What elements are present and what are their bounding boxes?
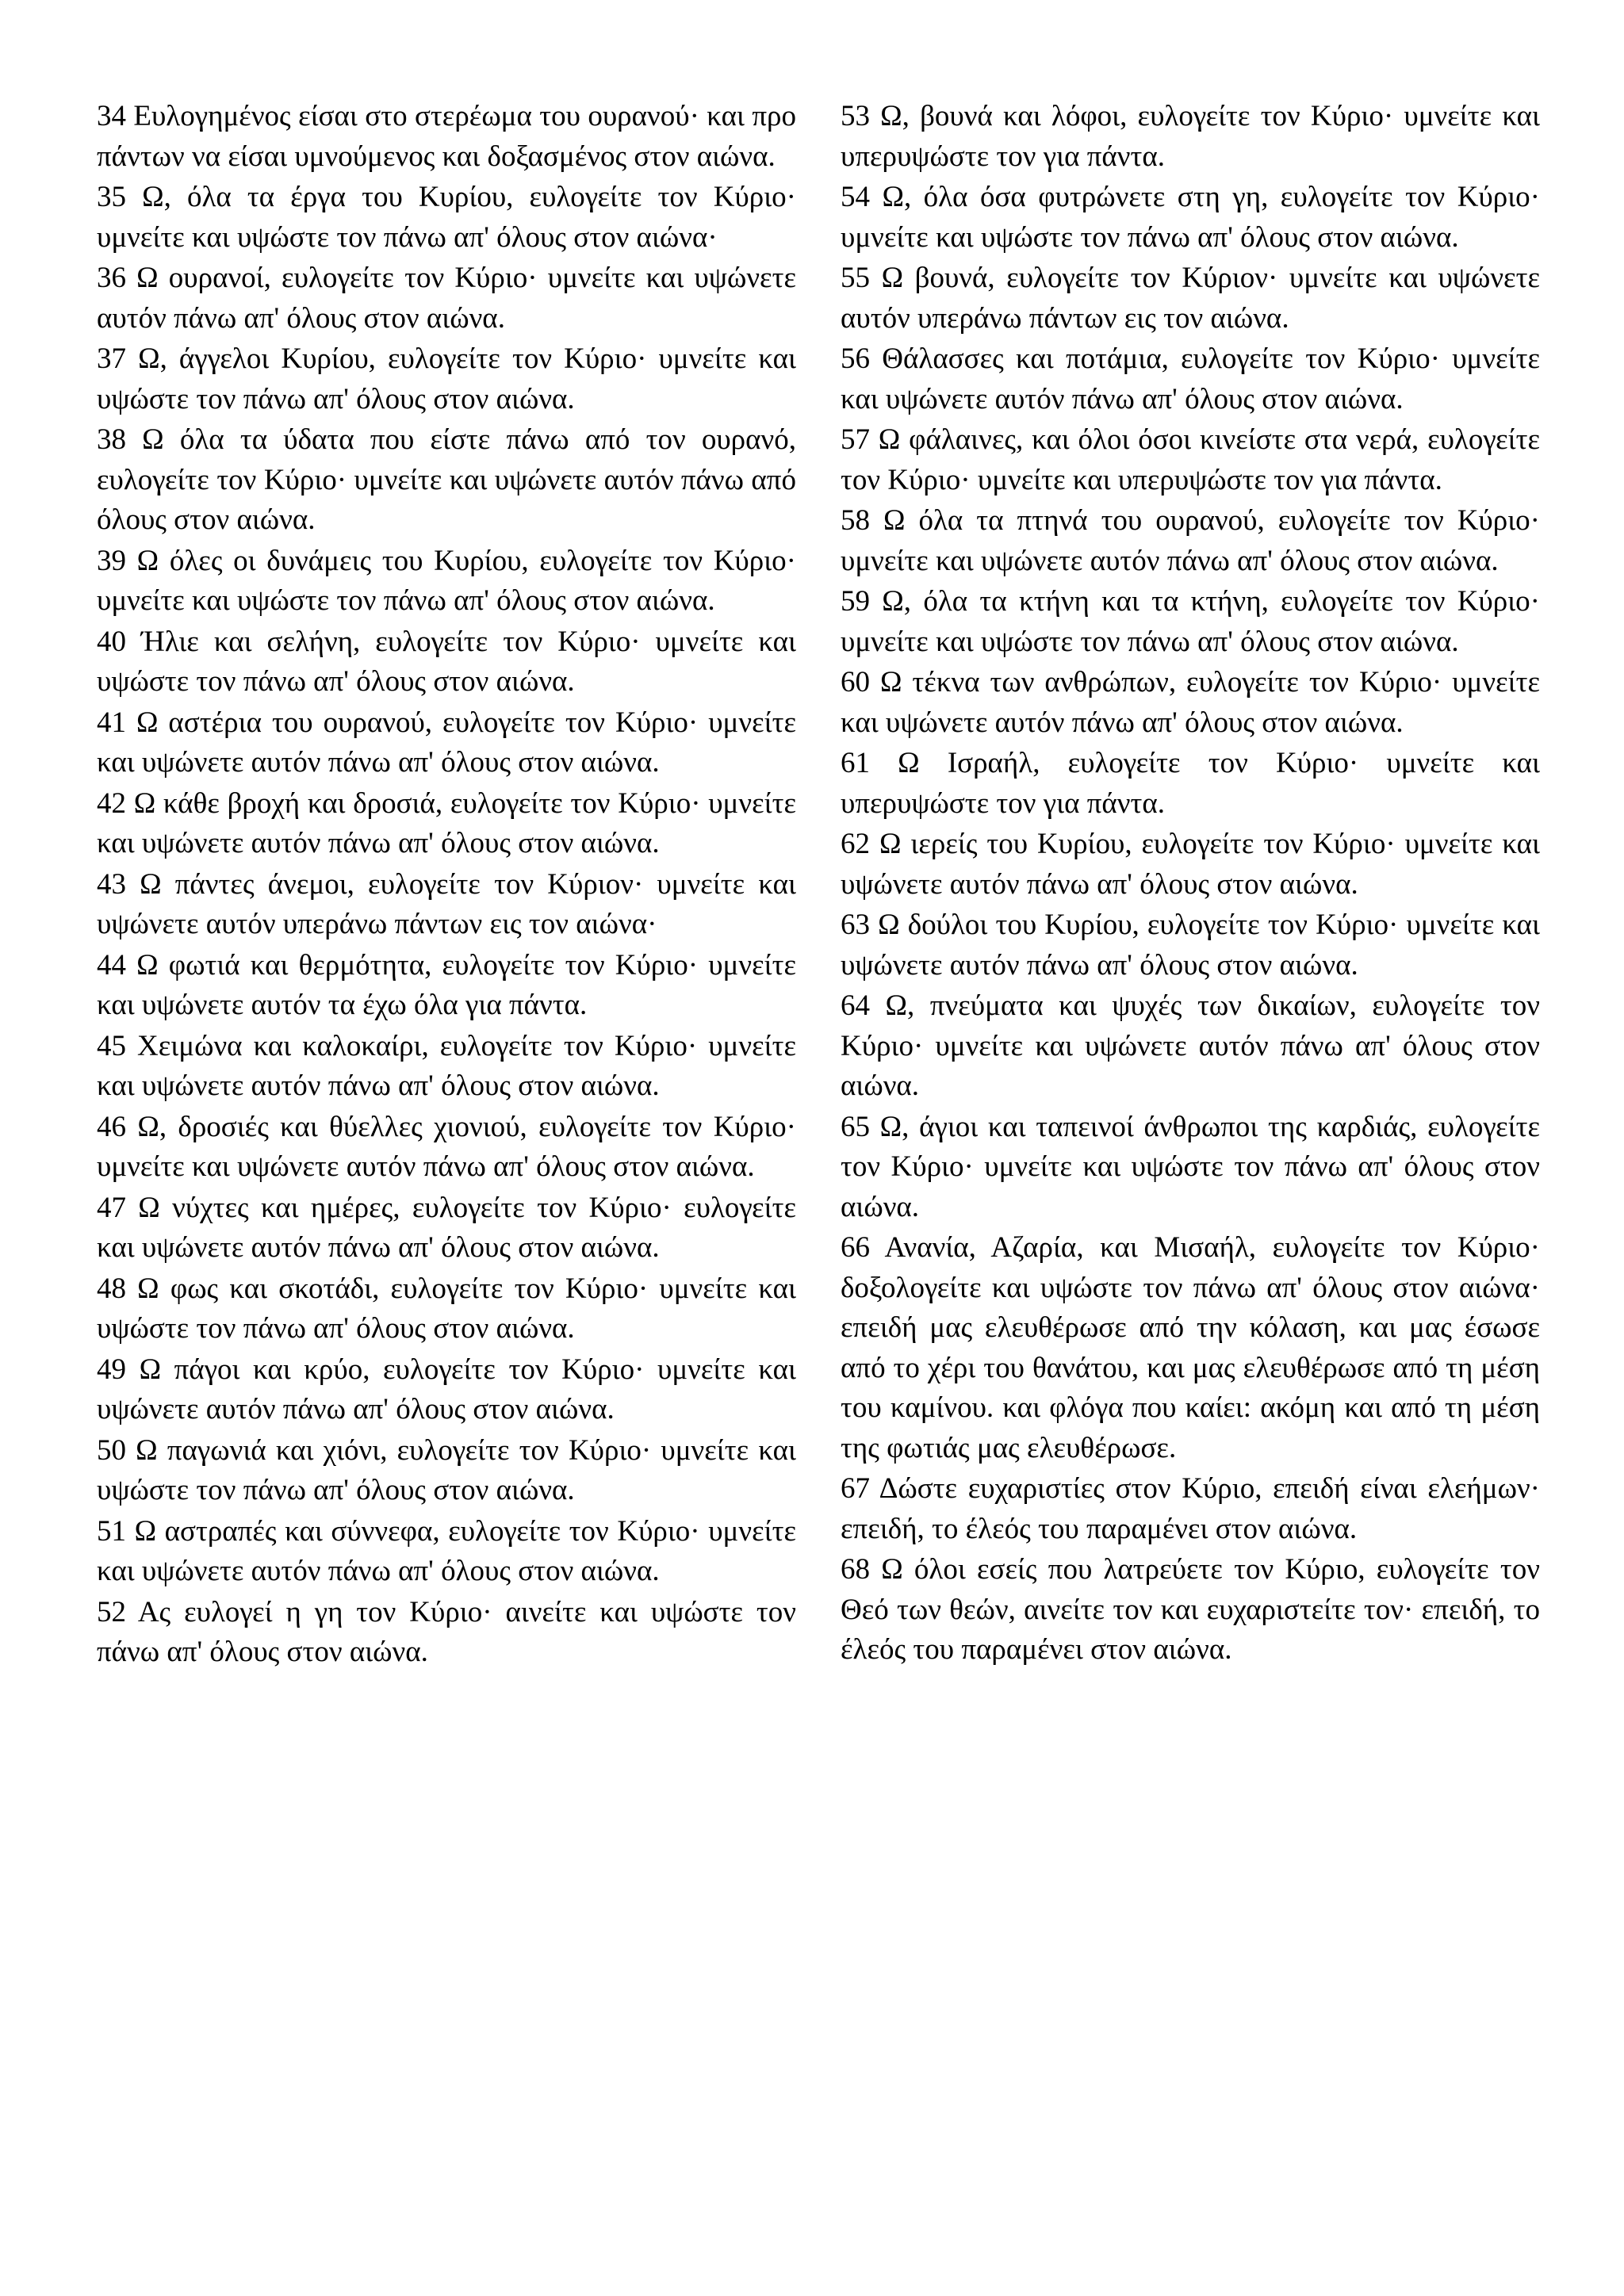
verse-paragraph: 38 Ω όλα τα ύδατα που είστε πάνω από τον ουρανό, ευλογείτε τον Κύριο· υμνείτε και υψώνετε αυτόν πάνω από όλους στον αιώνα.	[97, 423, 796, 536]
verse-paragraph: 37 Ω, άγγελοι Κυρίου, ευλογείτε τον Κύριο· υμνείτε και υψώστε τον πάνω απ' όλους στον αιώνα.	[97, 342, 796, 415]
verse-paragraph: 57 Ω φάλαινες, και όλοι όσοι κινείστε στα νερά, ευλογείτε τον Κύριο· υμνείτε και υπερυψώστε τον για πάντα.	[841, 423, 1540, 496]
verse-paragraph: 60 Ω τέκνα των ανθρώπων, ευλογείτε τον Κύριο· υμνείτε και υψώνετε αυτόν πάνω απ' όλους στον αιώνα.	[841, 666, 1540, 739]
verse-paragraph: 36 Ω ουρανοί, ευλογείτε τον Κύριο· υμνείτε και υψώνετε αυτόν πάνω απ' όλους στον αιώνα.	[97, 262, 796, 335]
verse-paragraph: 51 Ω αστραπές και σύννεφα, ευλογείτε τον Κύριο· υμνείτε και υψώνετε αυτόν πάνω απ' όλους στον αιώνα.	[97, 1514, 796, 1587]
verse-paragraph: 59 Ω, όλα τα κτήνη και τα κτήνη, ευλογείτε τον Κύριο· υμνείτε και υψώστε τον πάνω απ' όλους στον αιώνα.	[841, 585, 1540, 658]
verse-paragraph: 41 Ω αστέρια του ουρανού, ευλογείτε τον Κύριο· υμνείτε και υψώνετε αυτόν πάνω απ' όλους στον αιώνα.	[97, 706, 796, 779]
verse-paragraph: 67 Δώστε ευχαριστίες στον Κύριο, επειδή είναι ελεήμων· επειδή, το έλεός του παραμένει στον αιώνα.	[841, 1472, 1540, 1545]
verse-paragraph: 56 Θάλασσες και ποτάμια, ευλογείτε τον Κύριο· υμνείτε και υψώνετε αυτόν πάνω απ' όλους στον αιώνα.	[841, 342, 1540, 415]
verse-paragraph: 53 Ω, βουνά και λόφοι, ευλογείτε τον Κύριο· υμνείτε και υπερυψώστε τον για πάντα.	[841, 100, 1540, 173]
verse-paragraph: 52 Ας ευλογεί η γη τον Κύριο· αινείτε και υψώστε τον πάνω απ' όλους στον αιώνα.	[97, 1595, 796, 1668]
verse-paragraph: 48 Ω φως και σκοτάδι, ευλογείτε τον Κύριο· υμνείτε και υψώστε τον πάνω απ' όλους στον αιώνα.	[97, 1272, 796, 1345]
verse-paragraph: 43 Ω πάντες άνεμοι, ευλογείτε τον Κύριον· υμνείτε και υψώνετε αυτόν υπεράνω πάντων εις τον αιώνα·	[97, 867, 796, 940]
verse-paragraph: 55 Ω βουνά, ευλογείτε τον Κύριον· υμνείτε και υψώνετε αυτόν υπεράνω πάντων εις τον αιώνα.	[841, 262, 1540, 335]
verse-paragraph: 50 Ω παγωνιά και χιόνι, ευλογείτε τον Κύριο· υμνείτε και υψώστε τον πάνω απ' όλους στον αιώνα.	[97, 1433, 796, 1506]
verse-paragraph: 34 Ευλογημένος είσαι στο στερέωμα του ουρανού· και προ πάντων να είσαι υμνούμενος και δοξασμένος στον αιώνα.	[97, 100, 796, 173]
verse-paragraph: 61 Ω Ισραήλ, ευλογείτε τον Κύριο· υμνείτε και υπερυψώστε τον για πάντα.	[841, 747, 1540, 820]
verse-paragraph: 39 Ω όλες οι δυνάμεις του Κυρίου, ευλογείτε τον Κύριο· υμνείτε και υψώστε τον πάνω απ' όλους στον αιώνα.	[97, 544, 796, 617]
verse-paragraph: 42 Ω κάθε βροχή και δροσιά, ευλογείτε τον Κύριο· υμνείτε και υψώνετε αυτόν πάνω απ' όλους στον αιώνα.	[97, 786, 796, 859]
verse-paragraph: 40 Ήλιε και σελήνη, ευλογείτε τον Κύριο· υμνείτε και υψώστε τον πάνω απ' όλους στον αιώνα.	[97, 625, 796, 698]
verse-paragraph: 65 Ω, άγιοι και ταπεινοί άνθρωποι της καρδιάς, ευλογείτε τον Κύριο· υμνείτε και υψώστε τον πάνω απ' όλους στον αιώνα.	[841, 1110, 1540, 1223]
verse-paragraph: 58 Ω όλα τα πτηνά του ουρανού, ευλογείτε τον Κύριο· υμνείτε και υψώνετε αυτόν πάνω απ' όλους στον αιώνα.	[841, 504, 1540, 577]
verse-paragraph: 49 Ω πάγοι και κρύο, ευλογείτε τον Κύριο· υμνείτε και υψώνετε αυτόν πάνω απ' όλους στον αιώνα.	[97, 1353, 796, 1425]
verse-paragraph: 64 Ω, πνεύματα και ψυχές των δικαίων, ευλογείτε τον Κύριο· υμνείτε και υψώνετε αυτόν πάνω απ' όλους στον αιώνα.	[841, 989, 1540, 1102]
verse-paragraph: 63 Ω δούλοι του Κυρίου, ευλογείτε τον Κύριο· υμνείτε και υψώνετε αυτόν πάνω απ' όλους στον αιώνα.	[841, 909, 1540, 982]
verse-paragraph: 35 Ω, όλα τα έργα του Κυρίου, ευλογείτε τον Κύριο· υμνείτε και υψώστε τον πάνω απ' όλους στον αιώνα·	[97, 181, 796, 254]
left-text-column	[97, 97, 796, 1674]
verse-paragraph: 62 Ω ιερείς του Κυρίου, ευλογείτε τον Κύριο· υμνείτε και υψώνετε αυτόν πάνω απ' όλους στον αιώνα.	[841, 828, 1540, 901]
verse-paragraph: 45 Χειμώνα και καλοκαίρι, ευλογείτε τον Κύριο· υμνείτε και υψώνετε αυτόν πάνω απ' όλους στον αιώνα.	[97, 1029, 796, 1102]
verse-paragraph: 46 Ω, δροσιές και θύελλες χιονιού, ευλογείτε τον Κύριο· υμνείτε και υψώνετε αυτόν πάνω απ' όλους στον αιώνα.	[97, 1110, 796, 1183]
verse-paragraph: 66 Ανανία, Αζαρία, και Μισαήλ, ευλογείτε τον Κύριο· δοξολογείτε και υψώστε τον πάνω απ' όλους στον αιώνα· επειδή μας ελευθέρωσε από την κόλαση, και μας έσωσε από το χέρι του θανάτου, και μας ελευθέρωσε από τη μέση του καμίνου. και φλόγα που καίει: ακόμη και από τη μέση της φωτιάς μας ελευθέρωσε.	[841, 1231, 1540, 1464]
verse-paragraph: 44 Ω φωτιά και θερμότητα, ευλογείτε τον Κύριο· υμνείτε και υψώνετε αυτόν τα έχω όλα για πάντα.	[97, 948, 796, 1021]
verse-paragraph: 68 Ω όλοι εσείς που λατρεύετε τον Κύριο, ευλογείτε τον Θεό των θεών, αινείτε τον και ευχαριστείτε τον· επειδή, το έλεός του παραμένει στον αιώνα.	[841, 1553, 1540, 1666]
verse-paragraph: 54 Ω, όλα όσα φυτρώνετε στη γη, ευλογείτε τον Κύριο· υμνείτε και υψώστε τον πάνω απ' όλους στον αιώνα.	[841, 181, 1540, 254]
right-text-column	[841, 97, 1540, 1671]
verse-paragraph: 47 Ω νύχτες και ημέρες, ευλογείτε τον Κύριο· ευλογείτε και υψώνετε αυτόν πάνω απ' όλους στον αιώνα.	[97, 1191, 796, 1264]
